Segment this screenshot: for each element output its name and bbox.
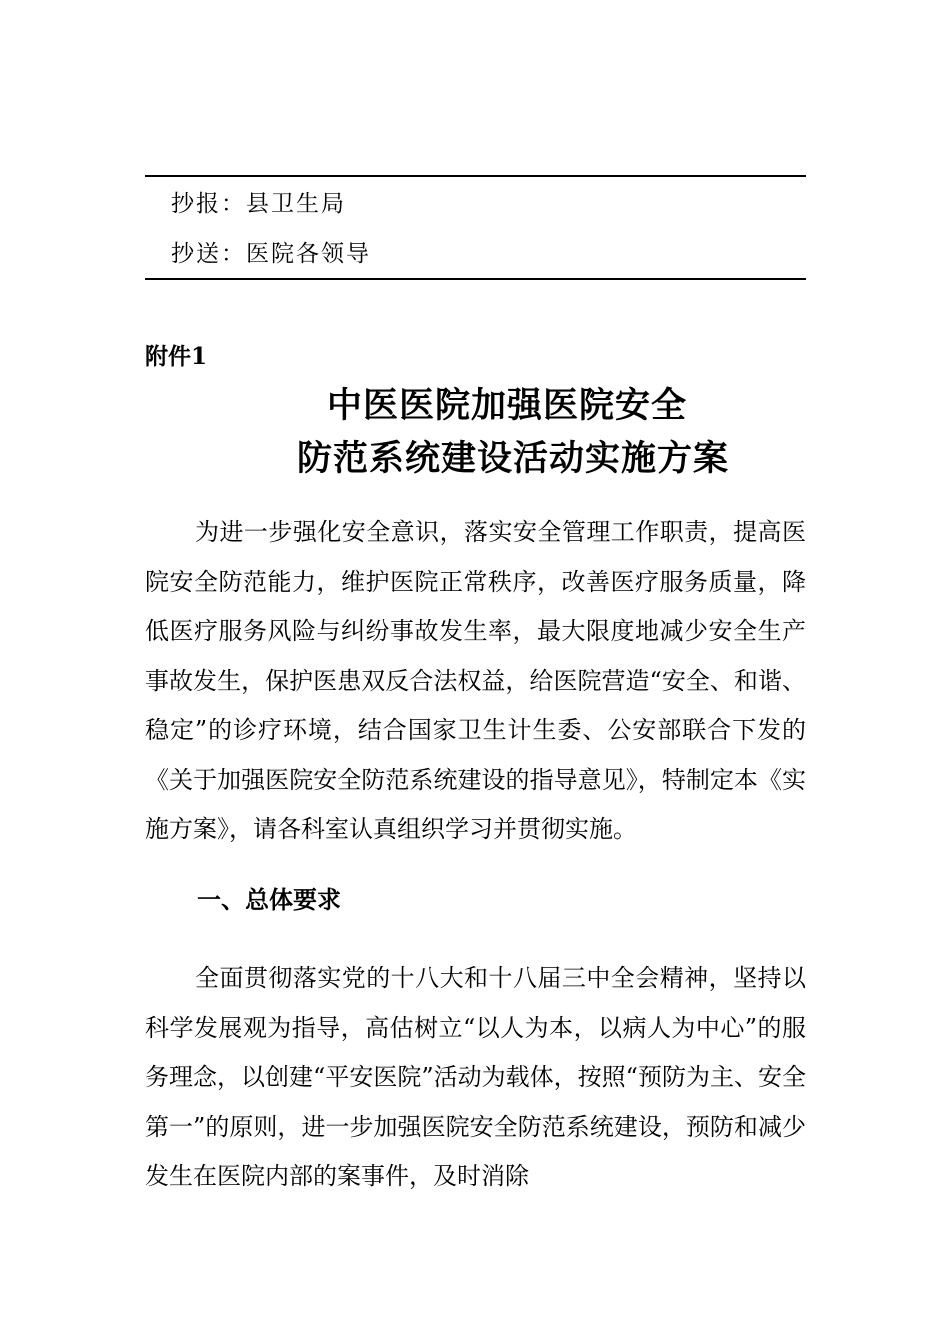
document-title-line-2: 防范系统建设活动实施方案 <box>296 438 729 479</box>
attachment-label: 附件1 <box>145 343 208 370</box>
cc-block-top-rule <box>145 175 806 177</box>
document-title-line-1: 中医医院加强医院安全 <box>326 385 687 426</box>
cc-report-line: 抄报：县卫生局 <box>171 191 346 217</box>
section-1-paragraph: 全面贯彻落实党的十八大和十八届三中全会精神，坚持以科学发展观为指导，高估树立“以人为本，以病人为中心”的服务理念，以创建“平安医院”活动为载体，按照“预防为主、安全第一”的原则，进一步加强医院安全防范系统建设，预防和减少发生在医院内部的案事件，及时消除 <box>145 964 806 1190</box>
intro-paragraph: 为进一步强化安全意识，落实安全管理工作职责，提高医院安全防范能力，维护医院正常秩序，改善医疗服务质量，降低医疗服务风险与纠纷事故发生率，最大限度地减少安全生产事故发生，保护医患双反合法权益，给医院营造“安全、和谐、稳定”的诊疗环境，结合国家卫生计生委、公安部联合下发的《关于加强医院安全防范系统建设的指导意见》，特制定本《实施方案》，请各科室认真组织学习并贯彻实施。 <box>145 518 806 843</box>
cc-block-bottom-rule <box>145 278 806 280</box>
section-heading-general-requirements: 一、总体要求 <box>197 885 341 914</box>
cc-send-line: 抄送：医院各领导 <box>171 241 371 267</box>
